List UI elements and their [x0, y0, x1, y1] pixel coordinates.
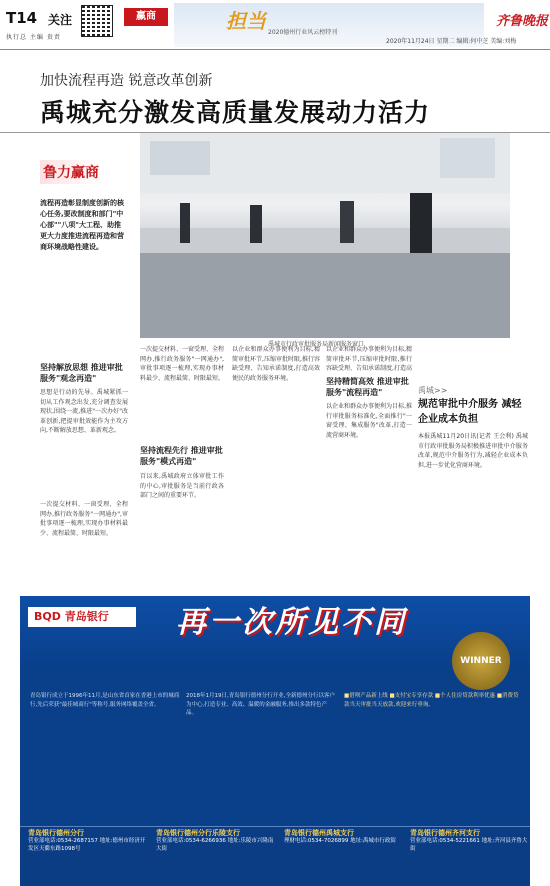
section1-text: 思想是行动的先导。禹城紧抓一切从工作观念出发,充分调查发展现状,围绕一流,推进"一次办好"改革创新,把提审批效能作为主攻方向,不断解放思想、革新观念。 [40, 389, 128, 435]
branch-item: 青岛银行德州齐河支行 营业部电话:0534-5221661 地址:齐河县齐鲁大街 [410, 829, 528, 852]
banner-title: 担当 [226, 9, 266, 33]
ad-slogan: 再一次所见不同 [176, 605, 407, 640]
right-title: 规范审批中介服务 减轻企业成本负担 [418, 399, 522, 425]
branch-item: 青岛银行德州禹城支行 理财电话:0534-7026899 地址:禹城市行政街 [284, 829, 396, 844]
section4-text: 以企业和群众办事便利为目标,推行审批服务标准化,全面推行"一窗受理、集成服务"改革,打造一流营商环境。 [326, 403, 412, 439]
section-tag: 赢商 [124, 8, 168, 26]
article-kicker: 加快流程再造 锐意改革创新 [40, 73, 213, 89]
branch-item: 青岛银行德州分行乐陵支行 营业部电话:0534-6266936 地址:乐陵市兴隆南大街 [156, 829, 274, 852]
photo-caption: 禹城市行政审批服务局新闻服务窗口 [268, 341, 365, 348]
section-name: 关注 [48, 13, 73, 27]
page-number: T14 [6, 9, 38, 27]
section2-text: 百以来,禹城政府立体审批工作的中心,审批服务是当前行政各部门之间的重要环节。 [140, 473, 224, 500]
column3-text: 以企业和群众办事便利为目标,精简审批环节,压缩审批时限,推行容缺受理、告知承诺制度,打造高效便民的政务服务环境。 [232, 346, 320, 382]
article-photo [140, 133, 510, 338]
bank-logo: BQD 青岛银行 [28, 607, 136, 627]
right-kicker: 禹城>> [418, 386, 448, 395]
section2-title: 坚持流程先行 推进审批服务"模式再造" [140, 446, 223, 466]
branch-item: 青岛银行德州分行 营业部电话:0534-2687157 地址:德州市经济开发区天衢东路1098号 [28, 829, 146, 852]
editor-credit: 执行总 主编 贵责 [6, 34, 61, 41]
right-text: 本报禹城11月20日讯(记者 王会利) 禹城市行政审批服务局积极推进审批中介服务改革,规范中介服务行为,减轻企业成本负担,进一步优化营商环境。 [418, 433, 528, 469]
column1-continued: 一次提交材料、一窗受理、全程网办,推行政务服务"一网通办",审批事项逐一梳理,实现办事材料最少、流程最简、时限最短。 [40, 501, 128, 537]
section4-title: 坚持精简高效 推进审批服务"流程再造" [326, 377, 409, 397]
section1-title: 坚持解放思想 推进审批服务"观念再造" [40, 363, 123, 383]
article-lead: 流程再造彰显制度创新的核心任务,要改制度和部门"中心部""八项"大工程、助推更大力度推进流程再造和营商环境战略性建设。 [40, 199, 124, 251]
banner-subtitle: 2020德州行业风云榜特刊 [268, 29, 338, 36]
ad-text-left: 青岛银行成立于1996年11月,是山东省首家在香港上市的城商行,先后荣获"最佳城商行"等称号,服务网络覆盖全省。 [30, 693, 180, 708]
article-headline: 禹城充分激发高质量发展动力活力 [40, 98, 431, 127]
issue-date: 2020年11月24日 星期二 编辑:何中芝 美编:刘梅 [386, 38, 517, 45]
ad-text-right: ■借呗产品新上线 ■支付宝专享存款 ■个人住房贷款利率优惠 ■消费贷款当天审批当天放款,欢迎来行垂询。 [344, 693, 519, 708]
ad-text-middle: 2018年1月19日,青岛银行德州分行开业,全新德州分行以客户为中心,打造专业、高效、温暖的金融服务,推出多款特色产品。 [186, 693, 335, 716]
column-label: 鲁力赢商 [40, 160, 102, 184]
award-badge-icon: WINNER [452, 632, 510, 690]
column4-text: 以企业和群众办事便利为目标,精简审批环节,压缩审批时限,推行容缺受理、告知承诺制度,打造高 [326, 346, 412, 373]
page-header [0, 0, 550, 50]
newspaper-logo: 齐鲁晚报 [496, 14, 549, 29]
office-photo-image [140, 133, 510, 338]
column2-text: 一次提交材料、一窗受理、全程网办,推行政务服务"一网通办",审批事项逐一梳理,实现办事材料最少、流程最简、时限最短。 [140, 346, 224, 382]
